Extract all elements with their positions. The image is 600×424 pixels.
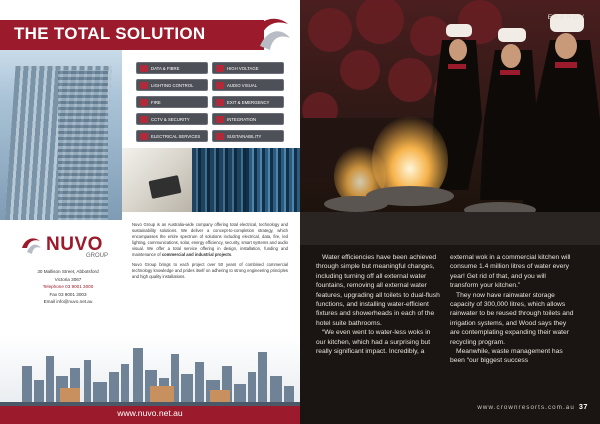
service-lighting-control: LIGHTING CONTROL [136,79,208,91]
server-rack-photo [192,148,246,212]
sustainability-icon [216,133,224,140]
ad-body-text [132,222,288,283]
service-exit-emergency: EXIT & EMERGENCY [212,96,284,108]
fax: Fax 03 9001 3003 [49,291,87,297]
photo-strip [122,148,300,212]
ad-paragraph-2: Nuvo Group brings to each project over 50 years of combined commercial technology knowledge and prides itself on adhering to strong engineering principles and high quality installations. [132,261,288,279]
article-paragraph: Water efficiencies have been achieved through simple but meaningful changes, including turning off all external water fountains, removing all external water features, upgrading all toilets to dual-flush functions, and installing water-efficient fixtures and showerheads in each of the hotel suite bathrooms. [316,254,440,327]
exit-icon [216,99,224,106]
address-line-2: Victoria 3067 [54,276,82,282]
high-voltage-icon [216,65,224,72]
footer-url[interactable]: www.crownresorts.com.au [477,404,575,411]
contact-block [18,268,118,306]
fire-icon [140,99,148,106]
article-column-2 [450,253,574,366]
page-footer [477,402,588,411]
article-page [300,0,600,424]
address-line-1: 30 Mallison Street, Abbotsford [37,269,99,274]
ad-title: THE TOTAL SOLUTION [14,24,206,43]
article-paragraph: “We even went to water-less woks in our kitchen, which had a surprising but really significant impact. Incredibly, a [316,329,431,356]
data-cables-photo [246,148,300,212]
services-grid [136,62,284,142]
article-column-1 [316,253,440,356]
nuvo-logo-mark-top [246,10,292,56]
electrical-icon [140,133,148,140]
page-number: 37 [578,402,588,411]
tablet-photo [122,148,192,212]
service-electrical: ELECTRICAL SERVICES [136,130,208,142]
email: Email info@nuvo.net.au [43,299,93,305]
service-data-fibre: DATA & FIBRE [136,62,208,74]
service-audio-visual: AUDIO VISUAL [212,79,284,91]
article-paragraph: external wok in a commercial kitchen will consume 1.4 million litres of water every year! Get rid of that, and you will transform your kitchen.” [450,254,571,290]
section-label: ENERGY [547,14,586,21]
website-link[interactable]: www.nuvo.net.au [117,408,183,418]
article-paragraph: They now have rainwater storage capacity of 300,000 litres, which allows rainwater to be reused through toilets and irrigation systems, and Wood says they are contemplating expanding their water recycling program. [450,291,574,346]
ad-paragraph-1: Nuvo Group is an Australia-wide company offering total electrical, technology and sustainability solutions. We deliver a concept-to-completion strategy, which encompasses the entire spectrum of solutions including electrical, data, fire, led lighting, communications, solar, energy efficiency, security, smart systems and audio visual. We offer a total service offering in design, installation, funding and maintenance of commercial and industrial projects. [132,222,288,258]
service-sustainability: SUSTAINABILITY [212,130,284,142]
lighting-icon [140,82,148,89]
service-high-voltage: HIGH VOLTAGE [212,62,284,74]
city-skyline-image [0,336,300,408]
office-tower-photo [0,50,122,220]
service-fire: FIRE [136,96,208,108]
data-fibre-icon [140,65,148,72]
cctv-icon [140,116,148,123]
kitchen-chefs-photo [300,0,600,245]
brand-sub: GROUP [86,253,109,259]
audio-visual-icon [216,82,224,89]
article-paragraph: Meanwhile, waste management has been “our biggest success [450,348,563,365]
service-cctv-security: CCTV & SECURITY [136,113,208,125]
brand-name: NUVO [46,234,103,255]
nuvo-logo-mark [20,234,42,256]
integration-icon [216,116,224,123]
service-integration: INTEGRATION [212,113,284,125]
telephone: Telephone 03 9001 3000 [42,284,94,290]
